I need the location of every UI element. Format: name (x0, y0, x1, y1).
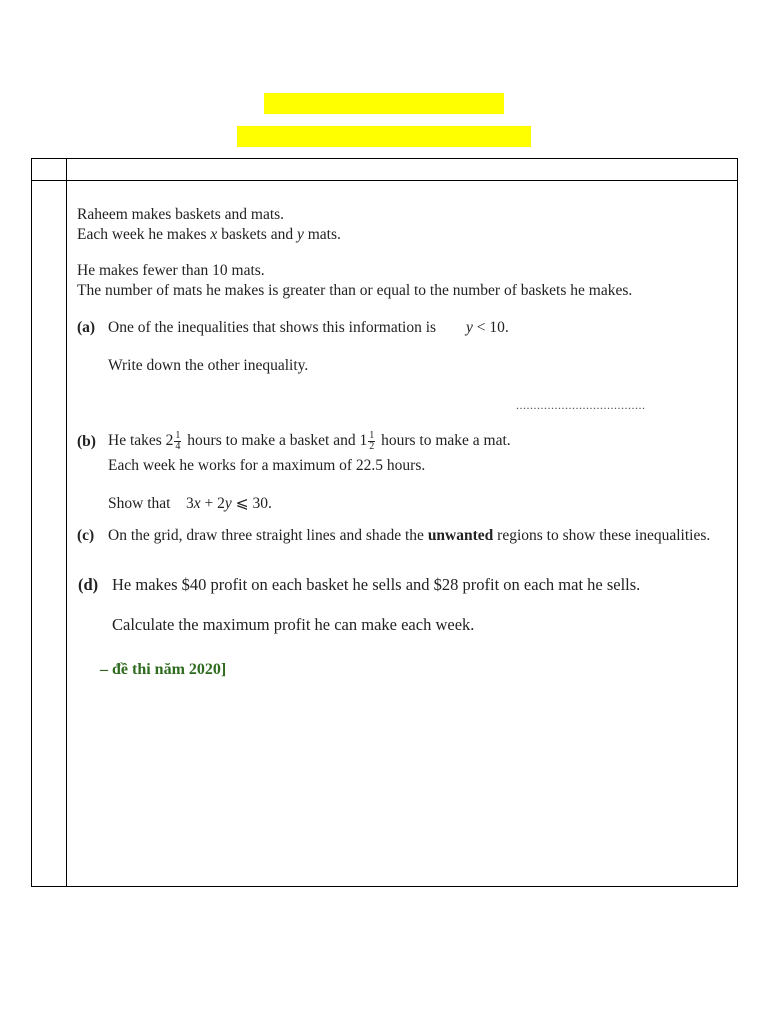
source-note: – đề thi năm 2020] (100, 661, 227, 678)
part-c-text: On the grid, draw three straight lines and shade the unwanted regions to show these inequalities. (108, 527, 711, 544)
table-header-divider (31, 180, 738, 181)
part-a-instruction: Write down the other inequality. (108, 357, 309, 374)
highlighted-title-1 (264, 93, 504, 114)
intro-line-2: Each week he makes x baskets and y mats. (77, 226, 341, 243)
part-b-expression: 3x + 2y ⩽ 30. (186, 495, 272, 512)
table-column-divider (66, 158, 67, 887)
part-b-line-2: Each week he works for a maximum of 22.5 hours. (108, 457, 426, 474)
part-b-text: He takes 2 $\frac{1}{4}$ hours to make a basket and 1 $\frac{1}{2}$ hours to make a mat. (108, 430, 511, 452)
intro-line-4: The number of mats he makes is greater than or equal to the number of baskets he makes. (77, 282, 633, 299)
part-d-instruction: Calculate the maximum profit he can make each week. (112, 615, 475, 634)
part-d-label: (d) (78, 575, 99, 594)
intro-line-3: He makes fewer than 10 mats. (77, 262, 265, 279)
part-a-text: One of the inequalities that shows this information is (108, 319, 437, 336)
highlighted-title-2 (237, 126, 531, 147)
part-c-label: (c) (77, 527, 95, 544)
part-d-text: He makes $40 profit on each basket he sells and $28 profit on each mat he sells. (112, 575, 641, 594)
part-a-label: (a) (77, 319, 96, 336)
intro-line-1: Raheem makes baskets and mats. (77, 206, 285, 223)
part-a-inequality: y < 10. (466, 319, 509, 336)
answer-line-a: ..................................... (516, 398, 646, 412)
part-b-label: (b) (77, 433, 96, 450)
part-b-show-that: Show that (108, 495, 171, 512)
